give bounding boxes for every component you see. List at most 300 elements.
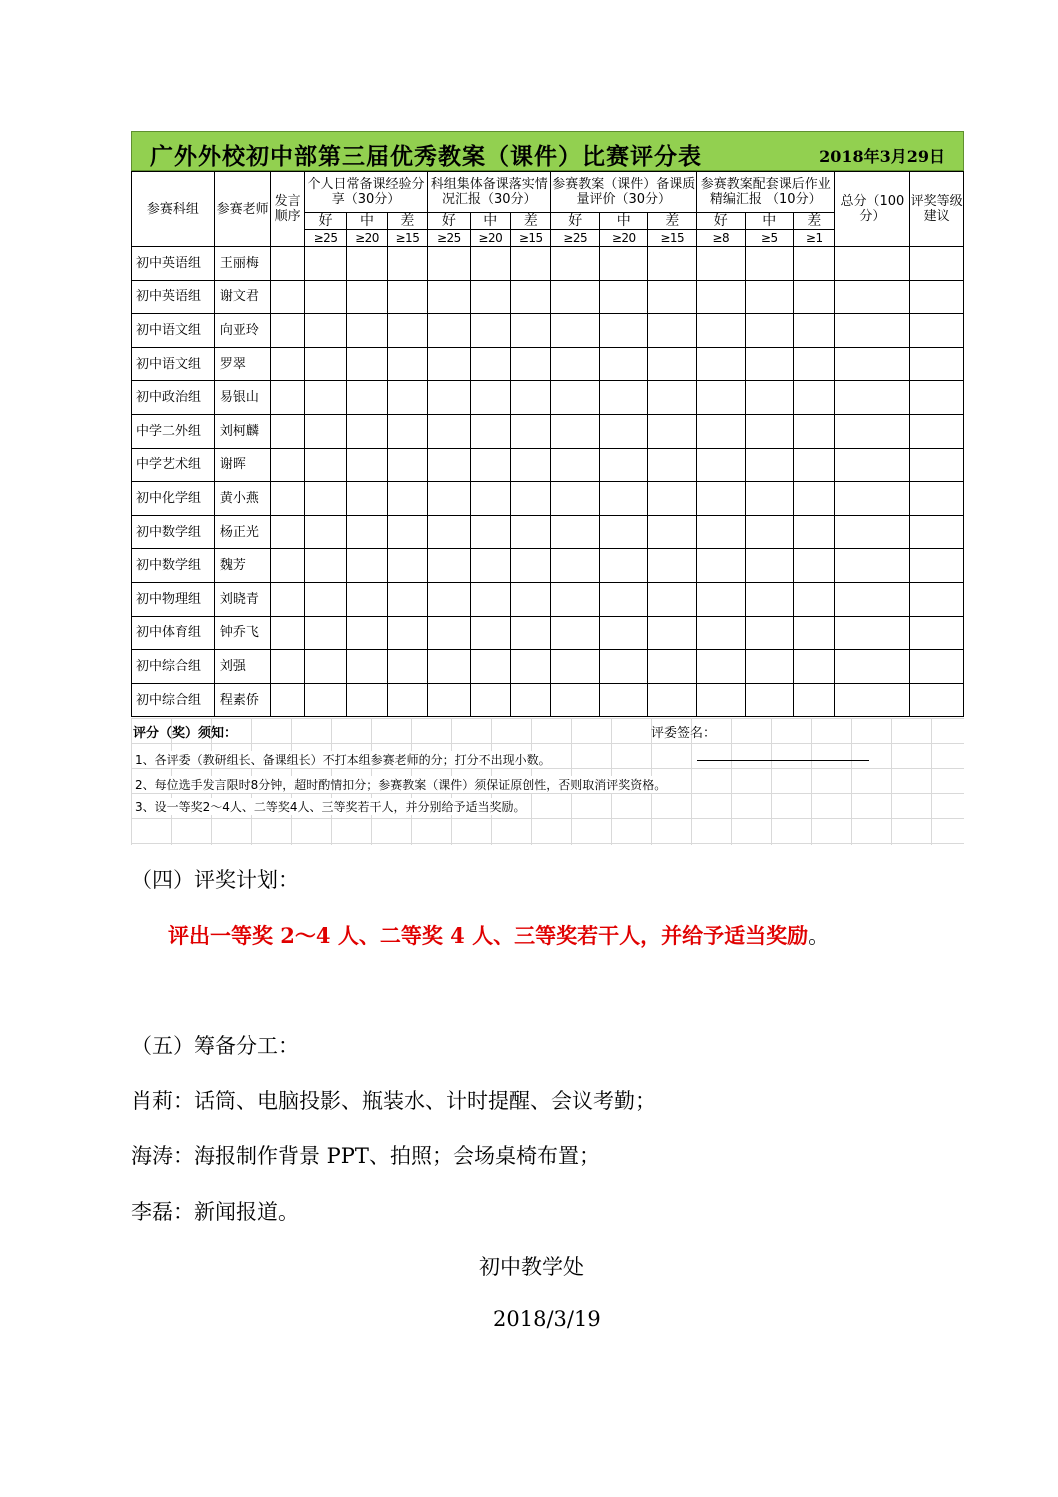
- score-cell[interactable]: [387, 448, 427, 482]
- score-cell[interactable]: [599, 381, 648, 415]
- score-cell[interactable]: [648, 683, 697, 717]
- score-cell[interactable]: [511, 448, 551, 482]
- header-teacher: 参赛老师: [214, 172, 271, 247]
- score-cell[interactable]: [697, 448, 746, 482]
- grade-cell: 中: [745, 213, 794, 230]
- score-cell[interactable]: [648, 515, 697, 549]
- header-row: [132, 172, 964, 213]
- score-cell[interactable]: [387, 582, 427, 616]
- grade-cell: 中: [599, 213, 648, 230]
- score-cell[interactable]: [835, 381, 910, 415]
- score-cell[interactable]: [910, 482, 964, 516]
- score-cell[interactable]: [511, 515, 551, 549]
- score-cell[interactable]: [511, 582, 551, 616]
- score-cell[interactable]: [599, 414, 648, 448]
- issuing-office: 初中教学处: [479, 1255, 584, 1279]
- score-cell[interactable]: [271, 482, 304, 516]
- score-cell[interactable]: [470, 582, 510, 616]
- score-cell[interactable]: [551, 347, 600, 381]
- score-cell[interactable]: [511, 314, 551, 348]
- score-cell[interactable]: [794, 683, 835, 717]
- score-cell[interactable]: [271, 280, 304, 314]
- score-cell[interactable]: [347, 549, 387, 583]
- score-cell[interactable]: [697, 683, 746, 717]
- note-1: 1、各评委（教研组长、备课组长）不打本组参赛老师的分；打分不出现小数。: [135, 751, 555, 768]
- score-cell[interactable]: [271, 347, 304, 381]
- score-cell[interactable]: [794, 414, 835, 448]
- score-cell[interactable]: [745, 280, 794, 314]
- score-cell[interactable]: [835, 650, 910, 684]
- score-cell[interactable]: [551, 515, 600, 549]
- score-cell[interactable]: [347, 314, 387, 348]
- score-cell[interactable]: [599, 280, 648, 314]
- teacher-cell: 刘晓青: [214, 582, 271, 616]
- score-cell[interactable]: [271, 683, 304, 717]
- score-cell[interactable]: [271, 549, 304, 583]
- score-cell[interactable]: [599, 650, 648, 684]
- score-cell[interactable]: [835, 549, 910, 583]
- teacher-cell: 谢晖: [214, 448, 271, 482]
- table-row: [132, 247, 964, 281]
- threshold-cell: ≥1: [794, 230, 835, 247]
- teacher-cell: 钟乔飞: [214, 616, 271, 650]
- score-cell[interactable]: [794, 347, 835, 381]
- score-cell[interactable]: [551, 314, 600, 348]
- score-cell[interactable]: [910, 683, 964, 717]
- teacher-cell: 刘强: [214, 650, 271, 684]
- score-cell[interactable]: [910, 414, 964, 448]
- score-cell[interactable]: [271, 582, 304, 616]
- subject-group-cell: 初中物理组: [132, 582, 215, 616]
- score-cell[interactable]: [599, 582, 648, 616]
- score-cell[interactable]: [428, 549, 470, 583]
- score-cell[interactable]: [428, 314, 470, 348]
- score-cell[interactable]: [511, 414, 551, 448]
- score-cell[interactable]: [745, 482, 794, 516]
- score-cell[interactable]: [745, 582, 794, 616]
- score-cell[interactable]: [599, 448, 648, 482]
- score-cell[interactable]: [387, 280, 427, 314]
- score-cell[interactable]: [428, 381, 470, 415]
- score-cell[interactable]: [599, 683, 648, 717]
- score-cell[interactable]: [551, 414, 600, 448]
- score-cell[interactable]: [387, 515, 427, 549]
- score-cell[interactable]: [304, 549, 346, 583]
- score-cell[interactable]: [387, 247, 427, 281]
- score-cell[interactable]: [428, 247, 470, 281]
- subject-group-cell: 初中数学组: [132, 549, 215, 583]
- grade-cell: 中: [470, 213, 510, 230]
- table-row: [132, 650, 964, 684]
- score-cell[interactable]: [304, 515, 346, 549]
- score-cell[interactable]: [648, 549, 697, 583]
- score-cell[interactable]: [551, 683, 600, 717]
- header-subject-group: 参赛科组: [132, 172, 215, 247]
- score-cell[interactable]: [648, 616, 697, 650]
- score-cell[interactable]: [271, 247, 304, 281]
- score-cell[interactable]: [697, 414, 746, 448]
- score-cell[interactable]: [470, 280, 510, 314]
- score-cell[interactable]: [599, 549, 648, 583]
- threshold-cell: ≥20: [599, 230, 648, 247]
- score-cell[interactable]: [470, 650, 510, 684]
- score-cell[interactable]: [910, 582, 964, 616]
- score-cell[interactable]: [551, 582, 600, 616]
- teacher-cell: 魏芳: [214, 549, 271, 583]
- subject-group-cell: 初中英语组: [132, 247, 215, 281]
- subject-group-cell: 中学艺术组: [132, 448, 215, 482]
- score-cell[interactable]: [347, 582, 387, 616]
- score-cell[interactable]: [387, 650, 427, 684]
- score-table: [131, 171, 964, 717]
- subject-group-cell: 中学二外组: [132, 414, 215, 448]
- table-row: [132, 582, 964, 616]
- score-cell[interactable]: [304, 482, 346, 516]
- score-cell[interactable]: [697, 482, 746, 516]
- award-plan-text: 评出一等奖 2～4 人、二等奖 4 人、三等奖若干人，并给予适当奖励: [168, 923, 809, 948]
- threshold-cell: ≥20: [470, 230, 510, 247]
- score-cell[interactable]: [745, 650, 794, 684]
- score-cell[interactable]: [835, 347, 910, 381]
- score-cell[interactable]: [271, 515, 304, 549]
- score-cell[interactable]: [745, 448, 794, 482]
- grade-cell: 好: [304, 213, 346, 230]
- score-cell[interactable]: [347, 381, 387, 415]
- score-cell[interactable]: [745, 549, 794, 583]
- score-cell[interactable]: [697, 314, 746, 348]
- score-cell[interactable]: [697, 650, 746, 684]
- table-row: [132, 616, 964, 650]
- score-cell[interactable]: [745, 616, 794, 650]
- duty-line-2: 海涛：海报制作背景 PPT、拍照；会场桌椅布置；: [131, 1144, 600, 1168]
- score-cell[interactable]: [304, 616, 346, 650]
- score-cell[interactable]: [794, 247, 835, 281]
- score-cell[interactable]: [794, 482, 835, 516]
- score-cell[interactable]: [428, 582, 470, 616]
- score-cell[interactable]: [428, 482, 470, 516]
- score-cell[interactable]: [794, 515, 835, 549]
- score-cell[interactable]: [745, 414, 794, 448]
- score-cell[interactable]: [511, 280, 551, 314]
- table-row: [132, 448, 964, 482]
- threshold-cell: ≥8: [697, 230, 746, 247]
- score-cell[interactable]: [271, 650, 304, 684]
- table-row: [132, 347, 964, 381]
- score-cell[interactable]: [910, 314, 964, 348]
- section-4-heading: （四）评奖计划：: [131, 868, 299, 892]
- score-cell[interactable]: [794, 280, 835, 314]
- score-cell[interactable]: [470, 616, 510, 650]
- score-cell[interactable]: [551, 616, 600, 650]
- score-cell[interactable]: [271, 616, 304, 650]
- table-row: [132, 280, 964, 314]
- score-cell[interactable]: [347, 616, 387, 650]
- grade-cell: 差: [794, 213, 835, 230]
- score-cell[interactable]: [347, 414, 387, 448]
- score-cell[interactable]: [794, 314, 835, 348]
- score-cell[interactable]: [428, 280, 470, 314]
- score-cell[interactable]: [835, 247, 910, 281]
- score-cell[interactable]: [347, 448, 387, 482]
- score-cell[interactable]: [835, 448, 910, 482]
- score-cell[interactable]: [428, 414, 470, 448]
- subject-group-cell: 初中英语组: [132, 280, 215, 314]
- threshold-cell: ≥25: [304, 230, 346, 247]
- score-cell[interactable]: [551, 280, 600, 314]
- score-cell[interactable]: [511, 247, 551, 281]
- score-cell[interactable]: [271, 381, 304, 415]
- score-cell[interactable]: [745, 314, 794, 348]
- threshold-cell: ≥15: [387, 230, 427, 247]
- header-criterion-3: 参赛教案（课件）备课质量评价（30分）: [551, 172, 697, 213]
- score-cell[interactable]: [347, 650, 387, 684]
- scoring-sheet: [131, 131, 964, 845]
- threshold-cell: ≥15: [511, 230, 551, 247]
- scoring-notes: [131, 718, 964, 845]
- score-cell[interactable]: [470, 381, 510, 415]
- score-cell[interactable]: [470, 347, 510, 381]
- score-cell[interactable]: [511, 549, 551, 583]
- table-row: [132, 314, 964, 348]
- score-cell[interactable]: [271, 414, 304, 448]
- score-cell[interactable]: [387, 381, 427, 415]
- score-cell[interactable]: [599, 616, 648, 650]
- score-cell[interactable]: [304, 414, 346, 448]
- table-row: [132, 381, 964, 415]
- score-cell[interactable]: [387, 482, 427, 516]
- score-cell[interactable]: [910, 515, 964, 549]
- threshold-cell: ≥25: [551, 230, 600, 247]
- score-cell[interactable]: [697, 549, 746, 583]
- teacher-cell: 易银山: [214, 381, 271, 415]
- score-cell[interactable]: [648, 414, 697, 448]
- score-cell[interactable]: [428, 347, 470, 381]
- score-cell[interactable]: [551, 482, 600, 516]
- score-cell[interactable]: [835, 280, 910, 314]
- score-cell[interactable]: [551, 448, 600, 482]
- score-cell[interactable]: [648, 381, 697, 415]
- score-cell[interactable]: [428, 683, 470, 717]
- score-cell[interactable]: [794, 616, 835, 650]
- score-cell[interactable]: [745, 683, 794, 717]
- score-cell[interactable]: [470, 683, 510, 717]
- score-cell[interactable]: [470, 482, 510, 516]
- threshold-cell: ≥25: [428, 230, 470, 247]
- subject-group-cell: 初中数学组: [132, 515, 215, 549]
- duty-line-1: 肖莉：话筒、电脑投影、瓶装水、计时提醒、会议考勤；: [131, 1089, 656, 1113]
- score-cell[interactable]: [470, 448, 510, 482]
- sheet-date: 2018年3月29日: [819, 147, 945, 166]
- score-cell[interactable]: [910, 347, 964, 381]
- score-cell[interactable]: [697, 247, 746, 281]
- score-cell[interactable]: [648, 347, 697, 381]
- threshold-cell: ≥20: [347, 230, 387, 247]
- teacher-cell: 杨正光: [214, 515, 271, 549]
- score-cell[interactable]: [304, 683, 346, 717]
- score-cell[interactable]: [347, 482, 387, 516]
- grade-cell: 差: [387, 213, 427, 230]
- header-award: 评奖等级建议: [910, 172, 964, 247]
- score-cell[interactable]: [648, 314, 697, 348]
- teacher-cell: 王丽梅: [214, 247, 271, 281]
- score-cell[interactable]: [599, 482, 648, 516]
- table-row: [132, 482, 964, 516]
- score-cell[interactable]: [794, 549, 835, 583]
- score-cell[interactable]: [387, 314, 427, 348]
- signature-line: [697, 760, 869, 761]
- score-cell[interactable]: [304, 247, 346, 281]
- score-cell[interactable]: [304, 381, 346, 415]
- teacher-cell: 罗翠: [214, 347, 271, 381]
- subject-group-cell: 初中综合组: [132, 683, 215, 717]
- score-cell[interactable]: [428, 650, 470, 684]
- grade-cell: 好: [697, 213, 746, 230]
- sheet-title-bar: [131, 131, 964, 171]
- score-cell[interactable]: [347, 247, 387, 281]
- score-cell[interactable]: [910, 549, 964, 583]
- score-cell[interactable]: [511, 347, 551, 381]
- score-cell[interactable]: [599, 314, 648, 348]
- score-cell[interactable]: [835, 616, 910, 650]
- score-cell[interactable]: [648, 247, 697, 281]
- judge-signature-label: 评委签名：: [651, 726, 717, 741]
- score-cell[interactable]: [271, 314, 304, 348]
- teacher-cell: 谢文君: [214, 280, 271, 314]
- score-cell[interactable]: [910, 616, 964, 650]
- score-cell[interactable]: [511, 616, 551, 650]
- score-cell[interactable]: [745, 247, 794, 281]
- header-order: 发言顺序: [271, 172, 304, 247]
- score-cell[interactable]: [304, 280, 346, 314]
- threshold-cell: ≥5: [745, 230, 794, 247]
- score-cell[interactable]: [304, 582, 346, 616]
- score-cell[interactable]: [470, 414, 510, 448]
- score-cell[interactable]: [428, 515, 470, 549]
- score-cell[interactable]: [470, 314, 510, 348]
- subject-group-cell: 初中综合组: [132, 650, 215, 684]
- score-cell[interactable]: [304, 347, 346, 381]
- score-cell[interactable]: [697, 347, 746, 381]
- score-cell[interactable]: [697, 616, 746, 650]
- header-total: 总分（100分）: [835, 172, 910, 247]
- award-plan: [168, 920, 829, 950]
- score-cell[interactable]: [745, 381, 794, 415]
- score-cell[interactable]: [794, 582, 835, 616]
- threshold-cell: ≥15: [648, 230, 697, 247]
- section-5-heading: （五）筹备分工：: [131, 1034, 299, 1058]
- score-cell[interactable]: [697, 280, 746, 314]
- grade-cell: 差: [511, 213, 551, 230]
- score-cell[interactable]: [387, 683, 427, 717]
- score-cell[interactable]: [599, 347, 648, 381]
- subject-group-cell: 初中政治组: [132, 381, 215, 415]
- score-cell[interactable]: [910, 650, 964, 684]
- score-cell[interactable]: [304, 314, 346, 348]
- score-cell[interactable]: [835, 314, 910, 348]
- score-cell[interactable]: [511, 482, 551, 516]
- score-cell[interactable]: [835, 582, 910, 616]
- score-cell[interactable]: [470, 549, 510, 583]
- table-row: [132, 515, 964, 549]
- note-2: 2、每位选手发言限时8分钟，超时酌情扣分；参赛教案（课件）须保证原创性，否则取消评奖资格。: [135, 776, 670, 793]
- issue-date: 2018/3/19: [493, 1307, 601, 1331]
- note-3: 3、设一等奖2～4人、二等奖4人、三等奖若干人，并分别给予适当奖励。: [135, 798, 530, 815]
- score-cell[interactable]: [304, 650, 346, 684]
- score-cell[interactable]: [648, 582, 697, 616]
- score-cell[interactable]: [599, 515, 648, 549]
- table-row: [132, 549, 964, 583]
- score-cell[interactable]: [347, 280, 387, 314]
- score-cell[interactable]: [470, 515, 510, 549]
- score-cell[interactable]: [599, 247, 648, 281]
- score-cell[interactable]: [511, 650, 551, 684]
- header-criterion-2: 科组集体备课落实情况汇报（30分）: [428, 172, 551, 213]
- teacher-cell: 向亚玲: [214, 314, 271, 348]
- score-cell[interactable]: [347, 683, 387, 717]
- score-cell[interactable]: [551, 247, 600, 281]
- sheet-title: 广外外校初中部第三届优秀教案（课件）比赛评分表: [150, 143, 702, 170]
- grade-cell: 好: [428, 213, 470, 230]
- score-cell[interactable]: [745, 515, 794, 549]
- score-cell[interactable]: [551, 381, 600, 415]
- score-cell[interactable]: [428, 616, 470, 650]
- award-plan-end: 。: [808, 924, 830, 948]
- score-cell[interactable]: [910, 247, 964, 281]
- score-cell[interactable]: [304, 448, 346, 482]
- score-cell[interactable]: [511, 683, 551, 717]
- score-cell[interactable]: [910, 280, 964, 314]
- score-cell[interactable]: [470, 247, 510, 281]
- score-cell[interactable]: [794, 650, 835, 684]
- subject-group-cell: 初中语文组: [132, 347, 215, 381]
- score-cell[interactable]: [835, 482, 910, 516]
- subject-group-cell: 初中体育组: [132, 616, 215, 650]
- score-cell[interactable]: [551, 549, 600, 583]
- table-row: [132, 683, 964, 717]
- score-cell[interactable]: [511, 381, 551, 415]
- score-cell[interactable]: [387, 549, 427, 583]
- score-cell[interactable]: [387, 616, 427, 650]
- score-cell[interactable]: [835, 683, 910, 717]
- score-cell[interactable]: [347, 347, 387, 381]
- score-cell[interactable]: [648, 448, 697, 482]
- score-cell[interactable]: [387, 347, 427, 381]
- header-criterion-4: 参赛教案配套课后作业精编汇报 （10分）: [697, 172, 835, 213]
- score-cell[interactable]: [347, 515, 387, 549]
- score-cell[interactable]: [697, 582, 746, 616]
- score-cell[interactable]: [387, 414, 427, 448]
- score-cell[interactable]: [648, 650, 697, 684]
- score-cell[interactable]: [910, 448, 964, 482]
- score-cell[interactable]: [910, 381, 964, 415]
- subject-group-cell: 初中化学组: [132, 482, 215, 516]
- score-cell[interactable]: [794, 448, 835, 482]
- score-cell[interactable]: [697, 381, 746, 415]
- score-cell[interactable]: [648, 482, 697, 516]
- score-cell[interactable]: [794, 381, 835, 415]
- table-row: [132, 414, 964, 448]
- score-cell[interactable]: [697, 515, 746, 549]
- score-cell[interactable]: [551, 650, 600, 684]
- score-cell[interactable]: [835, 515, 910, 549]
- grade-cell: 中: [347, 213, 387, 230]
- score-cell[interactable]: [835, 414, 910, 448]
- score-cell[interactable]: [428, 448, 470, 482]
- header-criterion-1: 个人日常备课经验分享（30分）: [304, 172, 427, 213]
- score-cell[interactable]: [648, 280, 697, 314]
- score-cell[interactable]: [271, 448, 304, 482]
- score-cell[interactable]: [745, 347, 794, 381]
